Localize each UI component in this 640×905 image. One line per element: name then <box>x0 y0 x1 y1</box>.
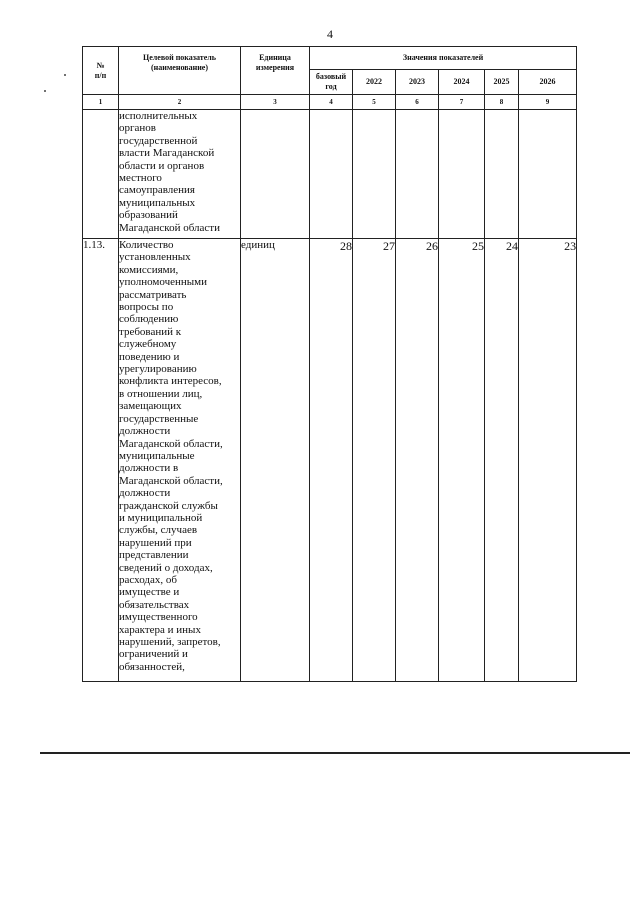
table-row <box>83 110 577 239</box>
header-values-group: Значения показателей <box>310 47 577 70</box>
indicator-text: исполнительных органов государственной власти Магаданской области и органов местного самоуправления муниципальных образований Магаданской области <box>119 110 241 239</box>
value-cell-2024: 25 <box>439 239 485 682</box>
header-year-2022: 2022 <box>353 70 396 95</box>
header-year-2026: 2026 <box>519 70 577 95</box>
indicators-table <box>82 46 577 682</box>
value-cell <box>310 110 353 239</box>
value-cell-2026: 23 <box>519 239 577 682</box>
value-cell <box>485 110 519 239</box>
value-cell <box>519 110 577 239</box>
header-year-2023: 2023 <box>396 70 439 95</box>
value-cell <box>439 110 485 239</box>
value-cell-base: 28 <box>310 239 353 682</box>
column-number: 8 <box>485 95 519 110</box>
bottom-rule <box>40 752 630 754</box>
column-number: 7 <box>439 95 485 110</box>
column-number: 3 <box>241 95 310 110</box>
header-year-2025: 2025 <box>485 70 519 95</box>
value-cell-2022: 27 <box>353 239 396 682</box>
header-year-base: базовый год <box>310 70 353 95</box>
scan-speck <box>64 74 66 76</box>
value-cell <box>396 110 439 239</box>
column-number: 2 <box>119 95 241 110</box>
value-cell-2023: 26 <box>396 239 439 682</box>
unit-cell <box>241 110 310 239</box>
column-number: 9 <box>519 95 577 110</box>
indicator-text: Количество установленных комиссиями, уполномоченными рассматривать вопросы по соблюдению требований к служебному поведению и урегулированию конфликта интересов, в отношении лиц, замещающих государственные должности Магаданской области, муниципальные должности в Магаданской области, должности гражданской службы и муниципальной службы, случаев нарушений при представлении сведений о доходах, расходах, об имуществе и обязательствах имущественного характера и иных нарушений, запретов, ограничений и обязанностей, <box>119 239 241 682</box>
table-row <box>83 239 577 682</box>
row-number <box>83 110 119 239</box>
column-number: 5 <box>353 95 396 110</box>
header-year-2024: 2024 <box>439 70 485 95</box>
column-number: 1 <box>83 95 119 110</box>
header-num: № п/п <box>83 47 119 95</box>
unit-cell: единиц <box>241 239 310 682</box>
value-cell-2025: 24 <box>485 239 519 682</box>
header-unit: Единица измерения <box>241 47 310 95</box>
row-number: 1.13. <box>83 239 119 682</box>
scan-speck <box>44 90 46 92</box>
page-number: 4 <box>327 27 333 41</box>
header-indicator: Целевой показатель (наименование) <box>119 47 241 95</box>
column-number: 6 <box>396 95 439 110</box>
column-number: 4 <box>310 95 353 110</box>
value-cell <box>353 110 396 239</box>
